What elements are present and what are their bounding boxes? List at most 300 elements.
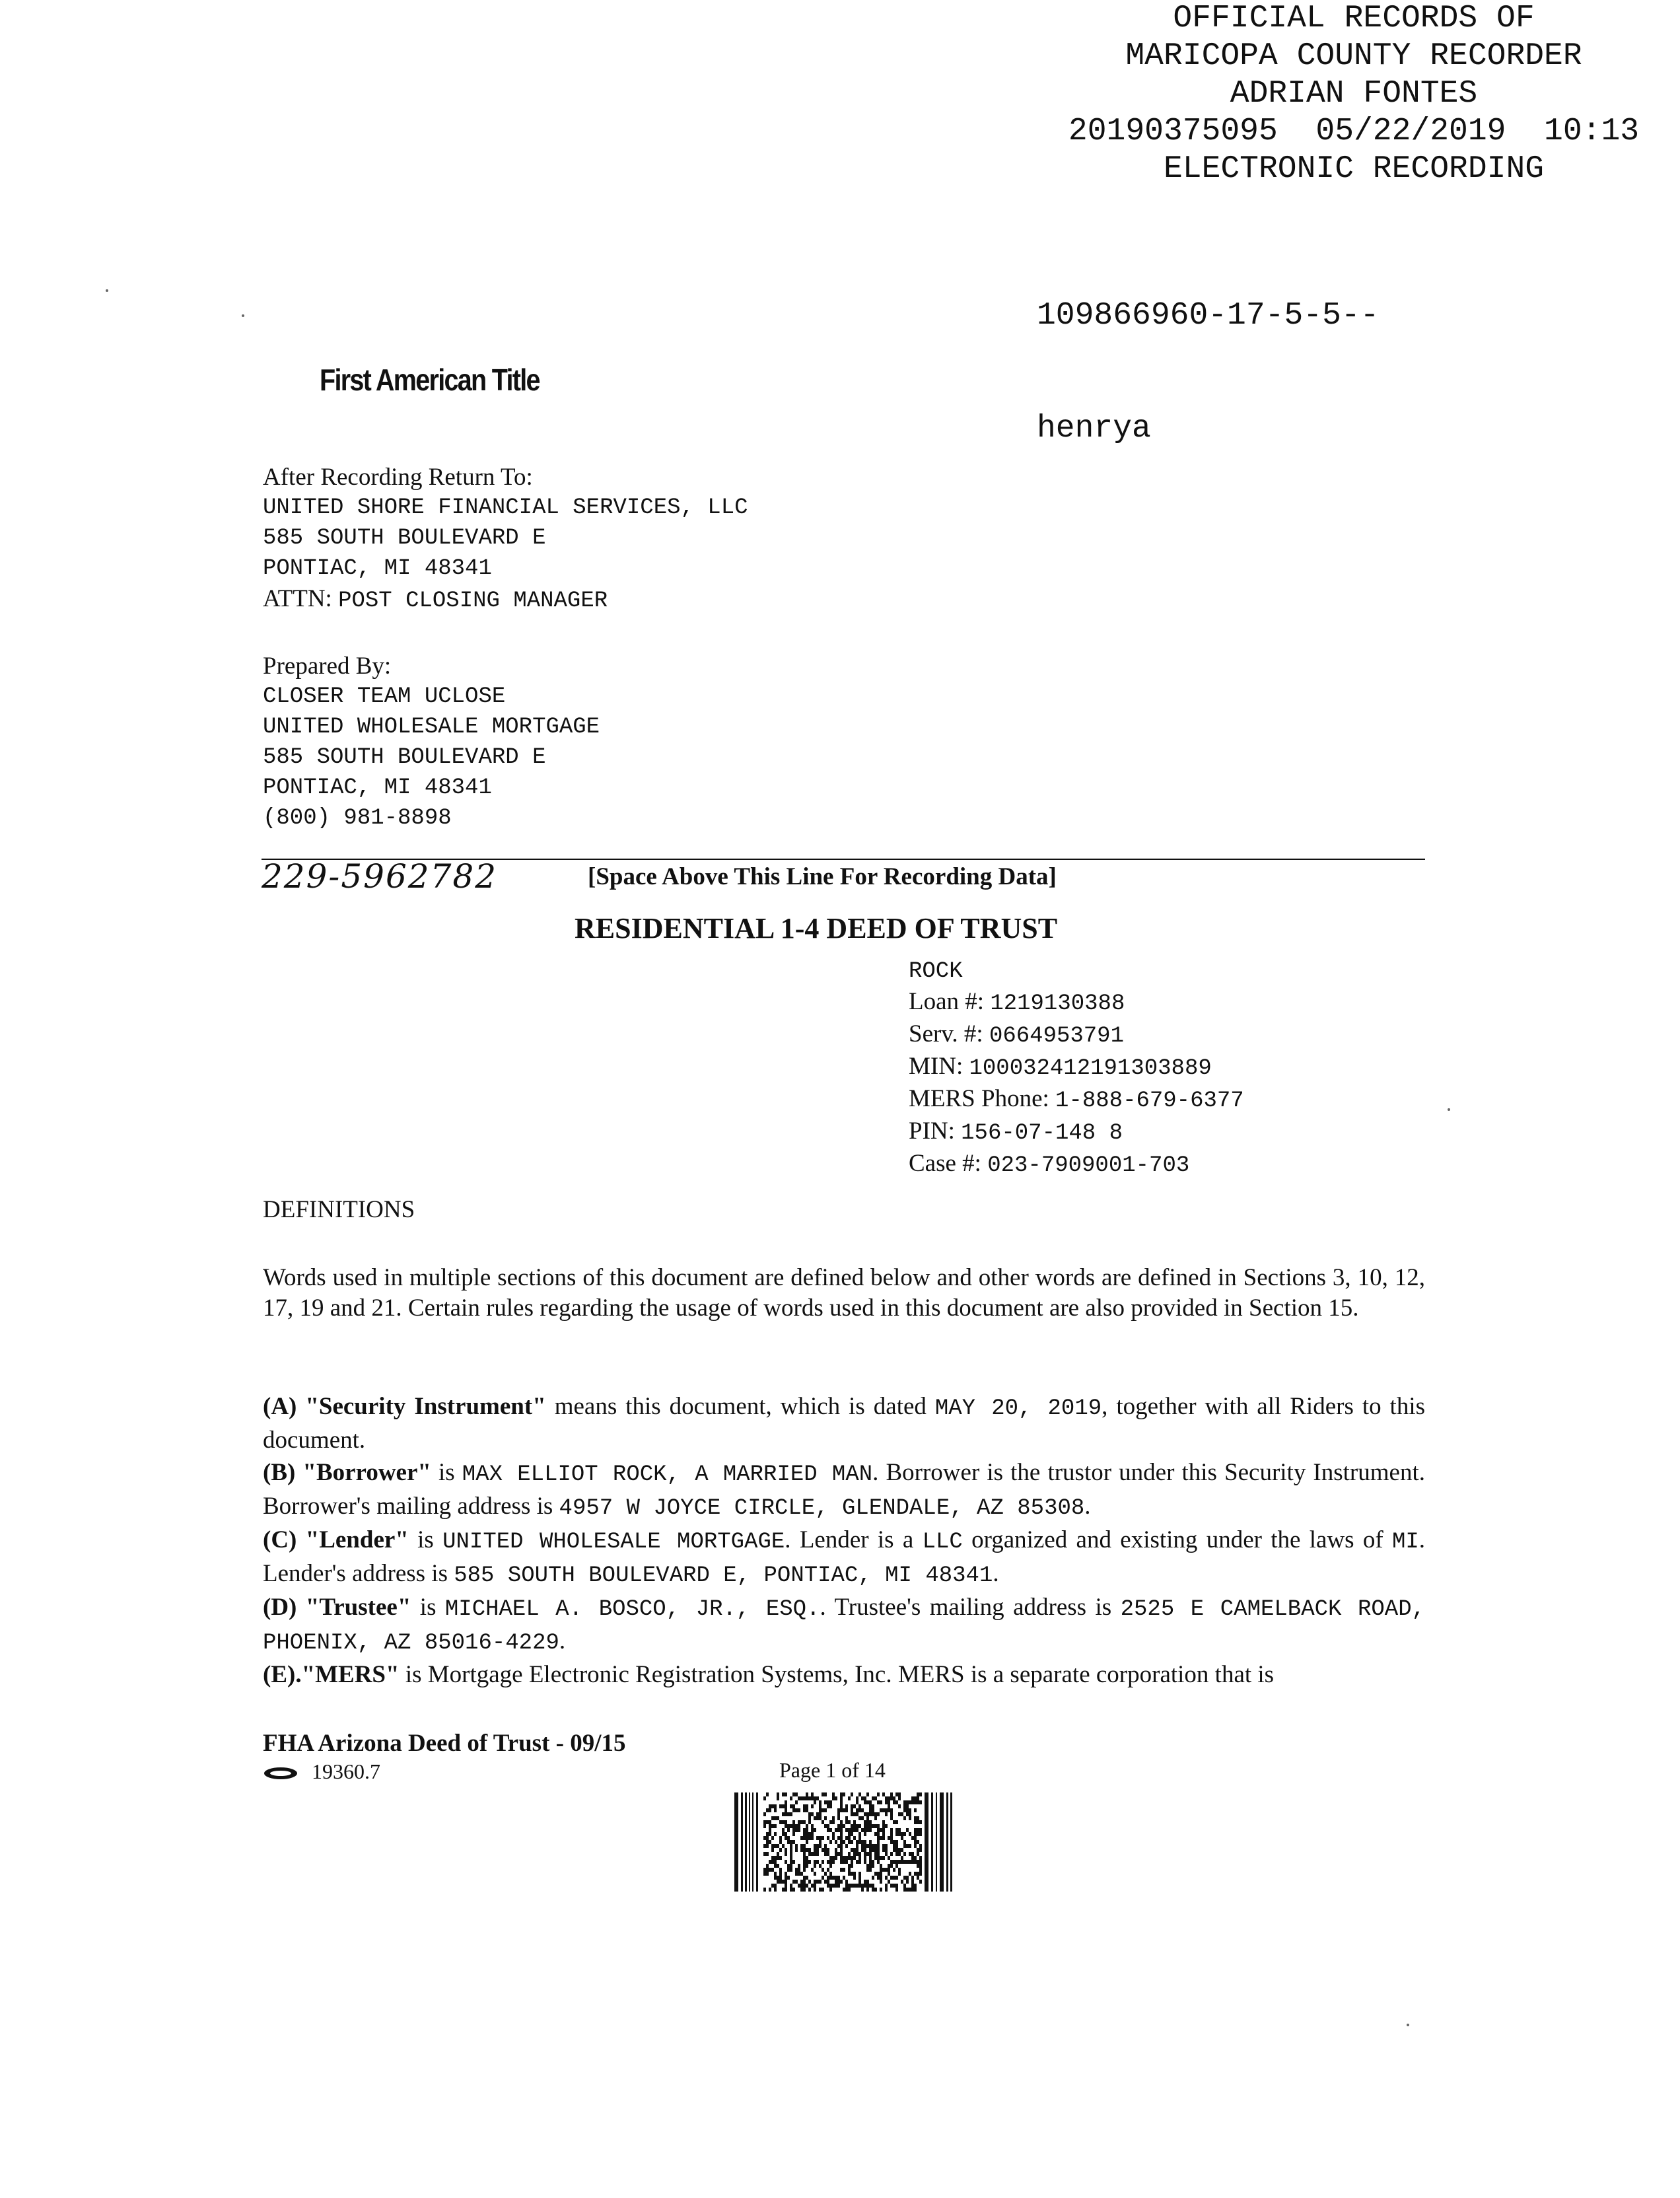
barcode-bar xyxy=(874,1888,877,1892)
barcode-bar xyxy=(769,1824,771,1828)
barcode-bar xyxy=(882,1856,885,1860)
barcode-bar xyxy=(792,1860,795,1864)
barcode-bar xyxy=(782,1820,785,1824)
prepared-by-label: Prepared By: xyxy=(263,653,392,680)
barcode-bar xyxy=(885,1800,888,1804)
barcode-bar xyxy=(792,1824,795,1828)
barcode-bar xyxy=(877,1828,880,1832)
barcode-bar xyxy=(782,1812,785,1816)
barcode-bar xyxy=(771,1848,774,1852)
barcode-bar xyxy=(832,1792,835,1796)
barcode-bar xyxy=(864,1812,866,1816)
barcode-bar xyxy=(752,1792,753,1892)
barcode-bar xyxy=(808,1832,811,1836)
barcode-bar xyxy=(785,1848,787,1852)
barcode-bar xyxy=(917,1852,919,1856)
barcode-bar xyxy=(785,1852,787,1856)
barcode-bar xyxy=(911,1860,914,1864)
barcode-bar xyxy=(869,1840,872,1844)
barcode-bar xyxy=(779,1856,782,1860)
definition-text: . Lender is a xyxy=(785,1526,923,1553)
first-american-title-logo: First American Title xyxy=(320,363,540,397)
barcode-bar xyxy=(909,1800,911,1804)
barcode-bar xyxy=(771,1884,774,1888)
barcode-bar xyxy=(885,1876,888,1880)
barcode-bar xyxy=(874,1852,877,1856)
barcode-bar xyxy=(774,1824,777,1828)
barcode-bar xyxy=(864,1832,866,1836)
barcode-bar xyxy=(914,1800,917,1804)
barcode-bar xyxy=(895,1888,898,1892)
barcode-bar xyxy=(832,1876,835,1880)
barcode-bar xyxy=(890,1828,893,1832)
definition-text: . xyxy=(1084,1493,1091,1520)
barcode-bar xyxy=(877,1856,880,1860)
barcode-bar xyxy=(827,1836,829,1840)
barcode-bar xyxy=(851,1840,853,1844)
loan-info-value: 1219130388 xyxy=(990,991,1125,1016)
loan-info-label: Case #: xyxy=(909,1150,981,1177)
barcode-bar xyxy=(872,1844,874,1848)
barcode-bar xyxy=(829,1864,832,1868)
barcode-bar xyxy=(856,1808,858,1812)
barcode-bar xyxy=(853,1828,856,1832)
barcode-bar xyxy=(903,1804,906,1808)
barcode-bar xyxy=(890,1816,893,1820)
barcode-bar xyxy=(771,1824,774,1828)
barcode-bar xyxy=(877,1860,880,1864)
barcode-bar xyxy=(774,1816,777,1820)
barcode-bar xyxy=(827,1848,829,1852)
barcode-bar xyxy=(845,1808,848,1812)
definition-text: is xyxy=(431,1459,462,1486)
barcode-bar xyxy=(822,1860,824,1864)
barcode-bar xyxy=(890,1836,893,1840)
barcode-bar xyxy=(858,1808,861,1812)
barcode-bar xyxy=(864,1860,866,1864)
barcode-bar xyxy=(901,1880,903,1884)
barcode-bar xyxy=(785,1832,787,1836)
barcode-bar xyxy=(777,1876,779,1880)
barcode-bar xyxy=(869,1800,872,1804)
barcode-bar xyxy=(779,1820,782,1824)
barcode-bar xyxy=(790,1796,792,1800)
return-to-label: After Recording Return To: xyxy=(263,464,533,491)
prepared-by-line: CLOSER TEAM UCLOSE xyxy=(263,684,506,709)
barcode-bar xyxy=(832,1860,835,1864)
barcode-bar xyxy=(917,1848,919,1852)
barcode-bar xyxy=(800,1836,803,1840)
barcode-bar xyxy=(851,1860,853,1864)
barcode-bar xyxy=(832,1796,835,1800)
barcode-bar xyxy=(792,1820,795,1824)
barcode-bar xyxy=(858,1824,861,1828)
barcode-bar xyxy=(814,1888,816,1892)
barcode-bar xyxy=(766,1836,769,1840)
barcode-bar xyxy=(829,1804,832,1808)
barcode-bar xyxy=(766,1852,769,1856)
barcode-bar xyxy=(741,1792,743,1892)
barcode-bar xyxy=(864,1852,866,1856)
barcode-bar xyxy=(771,1836,774,1840)
barcode-bar xyxy=(803,1832,806,1836)
barcode-bar xyxy=(787,1864,790,1868)
barcode-bar xyxy=(845,1804,848,1808)
barcode-bar xyxy=(856,1796,858,1800)
barcode-bar xyxy=(785,1820,787,1824)
barcode-bar xyxy=(898,1860,901,1864)
speck xyxy=(1407,2024,1409,2026)
barcode-bar xyxy=(890,1796,893,1800)
barcode-bar xyxy=(895,1800,898,1804)
barcode-bar xyxy=(822,1888,824,1892)
barcode-bar xyxy=(914,1844,917,1848)
barcode-bar xyxy=(914,1820,917,1824)
barcode-bar xyxy=(803,1804,806,1808)
barcode-bar xyxy=(885,1848,888,1852)
barcode-bar xyxy=(824,1872,827,1876)
barcode-bar xyxy=(795,1792,798,1796)
barcode-bar xyxy=(827,1884,829,1888)
barcode-bar xyxy=(919,1880,922,1884)
stamp-line: MARICOPA COUNTY RECORDER xyxy=(1125,38,1582,74)
loan-info-row xyxy=(909,1149,1244,1181)
barcode-bar xyxy=(803,1888,806,1892)
barcode-bar xyxy=(798,1828,800,1832)
barcode-bar xyxy=(835,1848,837,1852)
barcode-bar xyxy=(824,1852,827,1856)
barcode-bar xyxy=(769,1828,771,1832)
barcode-bar xyxy=(853,1848,856,1852)
definitions-intro: Words used in multiple sections of this document are defined below and other words are defined in Sections 3, 10, 12, 17, 19 and 21. Certain rules regarding the usage of words used in this document are also provided in Section 15. xyxy=(263,1264,1425,1322)
barcode-bar xyxy=(790,1864,792,1868)
barcode-bar xyxy=(806,1828,808,1832)
barcode-bar xyxy=(911,1800,914,1804)
barcode-bar xyxy=(858,1872,861,1876)
barcode-bar xyxy=(769,1804,771,1808)
barcode-bar xyxy=(874,1816,877,1820)
barcode-bar xyxy=(792,1808,795,1812)
barcode-bar xyxy=(800,1872,803,1876)
barcode-bar xyxy=(800,1880,803,1884)
barcode-bar xyxy=(814,1872,816,1876)
barcode-bar xyxy=(777,1816,779,1820)
barcode-bar xyxy=(769,1868,771,1872)
barcode-bar xyxy=(845,1884,848,1888)
barcode-bar xyxy=(766,1808,769,1812)
barcode-bar xyxy=(903,1852,906,1856)
barcode-bar xyxy=(835,1828,837,1832)
barcode-bar xyxy=(903,1808,906,1812)
document-title: RESIDENTIAL 1-4 DEED OF TRUST xyxy=(575,912,1058,944)
barcode-bar xyxy=(814,1828,816,1832)
barcode-bar xyxy=(808,1880,811,1884)
barcode-bar xyxy=(774,1856,777,1860)
barcode-bar xyxy=(795,1800,798,1804)
barcode-bar xyxy=(803,1844,806,1848)
barcode-bar xyxy=(840,1880,843,1884)
barcode-bar xyxy=(816,1852,819,1856)
barcode-bar xyxy=(851,1792,853,1796)
barcode-bar xyxy=(866,1824,869,1828)
barcode-bar xyxy=(845,1844,848,1848)
barcode-bar xyxy=(856,1800,858,1804)
barcode-bar xyxy=(792,1804,795,1808)
barcode-bar xyxy=(806,1856,808,1860)
barcode-bar xyxy=(917,1876,919,1880)
barcode-bar xyxy=(888,1804,890,1808)
barcode-bar xyxy=(917,1796,919,1800)
barcode-bar xyxy=(840,1824,843,1828)
barcode-bar xyxy=(895,1852,898,1856)
barcode-bar xyxy=(853,1872,856,1876)
definition-term: (D) "Trustee" xyxy=(263,1594,411,1621)
barcode-bar xyxy=(917,1800,919,1804)
barcode-bar xyxy=(785,1880,787,1884)
barcode-bar xyxy=(880,1808,882,1812)
barcode-bar xyxy=(806,1824,808,1828)
barcode-bar xyxy=(856,1852,858,1856)
space-above-label: [Space Above This Line For Recording Data] xyxy=(588,863,1057,890)
barcode-icon xyxy=(734,1792,952,1892)
borrower-surname: ROCK xyxy=(909,959,963,984)
barcode-bar xyxy=(803,1884,806,1888)
definition-text: organized and existing under the laws of xyxy=(962,1526,1392,1553)
barcode-bar xyxy=(903,1860,906,1864)
barcode-bar xyxy=(771,1804,774,1808)
barcode-bar xyxy=(840,1848,843,1852)
barcode-bar xyxy=(901,1832,903,1836)
barcode-bar xyxy=(861,1844,864,1848)
barcode-bar xyxy=(890,1876,893,1880)
barcode-bar xyxy=(782,1880,785,1884)
barcode-bar xyxy=(803,1876,806,1880)
barcode-bar xyxy=(869,1824,872,1828)
barcode-bar xyxy=(840,1796,843,1800)
barcode-bar xyxy=(800,1888,803,1892)
loan-info-value: 023-7909001-703 xyxy=(987,1153,1190,1178)
barcode-bar xyxy=(880,1828,882,1832)
stamp-line: ADRIAN FONTES xyxy=(1230,76,1478,112)
barcode-bar xyxy=(893,1848,895,1852)
definition-text: . xyxy=(559,1627,566,1654)
barcode-bar xyxy=(880,1800,882,1804)
barcode-bar xyxy=(919,1868,922,1872)
barcode-bar xyxy=(877,1836,880,1840)
barcode-bar xyxy=(853,1812,856,1816)
barcode-bar xyxy=(832,1856,835,1860)
barcode-bar xyxy=(782,1844,785,1848)
barcode-bar xyxy=(895,1848,898,1852)
barcode-bar xyxy=(872,1864,874,1868)
barcode-bar xyxy=(766,1792,769,1796)
barcode-bar xyxy=(858,1880,861,1884)
barcode-bar xyxy=(814,1864,816,1868)
barcode-bar xyxy=(795,1828,798,1832)
definition-text: is xyxy=(408,1526,443,1553)
barcode-bar xyxy=(785,1888,787,1892)
return-to-line: UNITED SHORE FINANCIAL SERVICES, LLC xyxy=(263,495,748,520)
form-number: 19360.7 xyxy=(312,1759,380,1783)
barcode-bar xyxy=(829,1876,832,1880)
barcode-bar xyxy=(869,1864,872,1868)
barcode-bar xyxy=(827,1804,829,1808)
barcode-bar xyxy=(861,1816,864,1820)
loan-info-row xyxy=(909,987,1244,1019)
barcode-bar xyxy=(906,1860,909,1864)
barcode-bar xyxy=(832,1884,835,1888)
barcode-bar xyxy=(808,1816,811,1820)
barcode-bar xyxy=(861,1840,864,1844)
barcode-bar xyxy=(866,1816,869,1820)
definition-text: means this document, which is dated xyxy=(545,1393,935,1420)
barcode-bar xyxy=(898,1848,901,1852)
barcode-bar xyxy=(769,1832,771,1836)
barcode-bar xyxy=(790,1840,792,1844)
barcode-bar xyxy=(893,1820,895,1824)
barcode-bar xyxy=(911,1880,914,1884)
barcode-bar xyxy=(798,1864,800,1868)
barcode-bar xyxy=(885,1824,888,1828)
barcode-bar xyxy=(811,1792,814,1796)
barcode-bar xyxy=(734,1792,738,1892)
barcode-bar xyxy=(816,1860,819,1864)
barcode-bar xyxy=(792,1840,795,1844)
stamp-line: OFFICIAL RECORDS OF xyxy=(1173,1,1535,36)
barcode-bar xyxy=(888,1868,890,1872)
barcode-bar xyxy=(806,1808,808,1812)
barcode-bar xyxy=(893,1860,895,1864)
barcode-bar xyxy=(840,1820,843,1824)
barcode-bar xyxy=(917,1840,919,1844)
handwritten-number: 229-5962782 xyxy=(262,857,498,896)
barcode-bar xyxy=(774,1844,777,1848)
definition-text: . Lender's address is xyxy=(263,1526,1426,1587)
barcode-bar xyxy=(903,1888,906,1892)
loan-info-label: MERS Phone: xyxy=(909,1085,1049,1112)
barcode-bar xyxy=(872,1884,874,1888)
barcode-bar xyxy=(811,1884,814,1888)
barcode-bar xyxy=(848,1828,851,1832)
barcode-bar xyxy=(792,1828,795,1832)
barcode-bar xyxy=(903,1800,906,1804)
barcode-bar xyxy=(806,1832,808,1836)
barcode-bar xyxy=(882,1868,885,1872)
barcode-bar xyxy=(774,1808,777,1812)
barcode-bar xyxy=(803,1868,806,1872)
definition-b xyxy=(263,1457,1425,1524)
barcode-bar xyxy=(763,1872,766,1876)
barcode-bar xyxy=(811,1868,814,1872)
barcode-bar xyxy=(774,1832,777,1836)
barcode-bar xyxy=(763,1812,766,1816)
barcode-bar xyxy=(885,1868,888,1872)
barcode-bar xyxy=(869,1868,872,1872)
barcode-bar xyxy=(819,1888,822,1892)
barcode-bar xyxy=(837,1828,840,1832)
barcode-bar xyxy=(914,1832,917,1836)
barcode-bar xyxy=(771,1856,774,1860)
barcode-bar xyxy=(766,1864,769,1868)
barcode-bar xyxy=(895,1844,898,1848)
barcode-bar xyxy=(769,1840,771,1844)
barcode-bar xyxy=(864,1828,866,1832)
barcode-bar xyxy=(827,1800,829,1804)
barcode-bar xyxy=(874,1848,877,1852)
barcode-bar xyxy=(885,1888,888,1892)
attn-value: POST CLOSING MANAGER xyxy=(338,588,608,614)
barcode-bar xyxy=(890,1808,893,1812)
barcode-bar xyxy=(917,1816,919,1820)
barcode-bar xyxy=(906,1800,909,1804)
barcode-bar xyxy=(819,1836,822,1840)
barcode-bar xyxy=(777,1856,779,1860)
barcode-bar xyxy=(906,1804,909,1808)
barcode-bar xyxy=(843,1888,845,1892)
barcode-bar xyxy=(919,1864,922,1868)
barcode-bar xyxy=(827,1876,829,1880)
barcode-bar xyxy=(858,1832,861,1836)
barcode-bar xyxy=(829,1872,832,1876)
barcode-bar xyxy=(798,1884,800,1888)
barcode-bar xyxy=(840,1856,843,1860)
barcode-bar xyxy=(843,1860,845,1864)
barcode-bar xyxy=(763,1852,766,1856)
lender-address: 585 SOUTH BOULEVARD E, PONTIAC, MI 48341 xyxy=(454,1563,993,1588)
barcode-bar xyxy=(872,1860,874,1864)
barcode-bar xyxy=(877,1848,880,1852)
barcode-bar xyxy=(782,1828,785,1832)
barcode-bar xyxy=(869,1820,872,1824)
barcode-bar xyxy=(840,1836,843,1840)
barcode-bar xyxy=(792,1880,795,1884)
barcode-bar xyxy=(835,1876,837,1880)
barcode-bar xyxy=(888,1808,890,1812)
barcode-bar xyxy=(903,1876,906,1880)
barcode-bar xyxy=(901,1848,903,1852)
barcode-bar xyxy=(803,1836,806,1840)
barcode-bar xyxy=(858,1840,861,1844)
barcode-bar xyxy=(866,1828,869,1832)
barcode-bar xyxy=(777,1844,779,1848)
barcode-bar xyxy=(866,1812,869,1816)
barcode-bar xyxy=(914,1884,917,1888)
barcode-bar xyxy=(803,1796,806,1800)
barcode-bar xyxy=(888,1836,890,1840)
barcode-bar xyxy=(917,1860,919,1864)
barcode-bar xyxy=(845,1888,848,1892)
barcode-bar xyxy=(824,1816,827,1820)
barcode-bar xyxy=(893,1840,895,1844)
barcode-bar xyxy=(829,1860,832,1864)
barcode-bar xyxy=(885,1812,888,1816)
barcode-bar xyxy=(769,1888,771,1892)
barcode-bar xyxy=(766,1840,769,1844)
lender-entity: LLC xyxy=(922,1530,963,1555)
barcode-bar xyxy=(856,1848,858,1852)
barcode-bar xyxy=(914,1828,917,1832)
barcode-bar xyxy=(893,1876,895,1880)
speck xyxy=(106,289,108,292)
barcode-bar xyxy=(798,1820,800,1824)
barcode-bar xyxy=(872,1796,874,1800)
barcode-bar xyxy=(806,1840,808,1844)
barcode-bar xyxy=(909,1832,911,1836)
barcode-bar xyxy=(837,1852,840,1856)
barcode-bar xyxy=(829,1884,832,1888)
prepared-by-block xyxy=(263,651,600,833)
barcode-bar xyxy=(880,1876,882,1880)
